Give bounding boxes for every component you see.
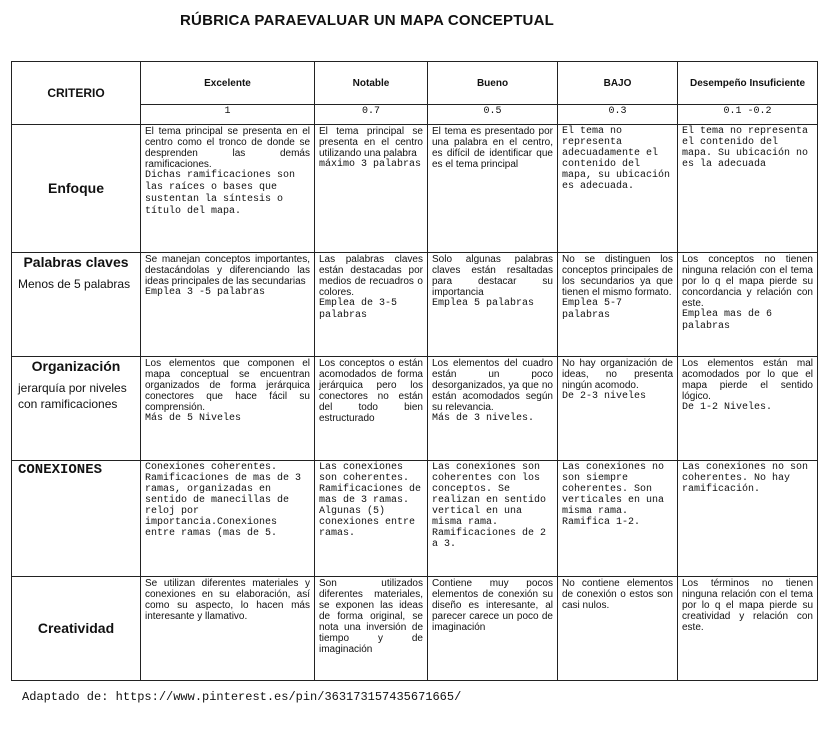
cell-text: No hay organización de ideas, no presenta ningún acomodo. [562,358,673,391]
criterion-name: CONEXIONES [18,462,103,478]
cell-text: Las conexiones son coherentes con los conceptos. Se realizan en sentido vertical en una misma rama. Ramificaciones de 2 a 3. [432,462,547,550]
cell-extra: De 1-2 Niveles. [682,402,773,413]
cell-text: Las conexiones no son siempre coherentes. Son verticales en una misma rama. Ramifica 1-2. [562,462,665,528]
table-row [12,357,818,461]
rubric-cell [428,125,558,253]
cell-text: Conexiones coherentes. Ramificaciones de mas de 3 ramas, organizadas en sentido de manecillas de reloj por importancia.Conexiones entre ramas (mas de 5. [145,462,302,539]
rubric-table [11,61,818,681]
cell-text: Los conceptos no tienen ninguna relación con el tema por lo q el mapa pierde su concordancia y relación con este. [682,254,813,309]
table-row [12,125,818,253]
score-insuficiente: 0.1 -0.2 [678,105,818,125]
cell-text: No se distinguen los conceptos principales de los secundarios ya que tienen el mismo formato. [562,254,673,298]
rubric-cell [558,461,678,577]
cell-text: Los elementos que componen el mapa conceptual se encuentran organizados de forma jerárquica conectores que hace fácil su comprensión. [145,358,310,413]
level-header-insuficiente: Desempeño Insuficiente [678,62,818,105]
criterion-cell [12,357,141,461]
rubric-cell [141,253,315,357]
source-attribution: Adaptado de: https://www.pinterest.es/pin/363173157435671665/ [22,690,462,704]
cell-text: El tema no representa el contenido del mapa. Su ubicación no es la adecuada [682,126,809,170]
criterion-note: jerarquía por niveles con ramificaciones [18,381,127,411]
rubric-cell [558,577,678,681]
rubric-cell [678,357,818,461]
cell-text: Se utilizan diferentes materiales y conexiones en su elaboración, así como su aspecto, lo hacen más interesante y llamativo. [145,578,310,622]
cell-extra: Emplea 5-7 palabras [562,298,623,321]
cell-text: No contiene elementos de conexión o estos son casi nulos. [562,578,673,611]
cell-extra: Emplea 3 -5 palabras [145,287,266,298]
criterion-name: Creatividad [37,620,115,636]
rubric-cell [315,577,428,681]
rubric-cell [315,357,428,461]
cell-text: El tema no representa adecuadamente el contenido del mapa, su ubicación es adecuada. [562,126,671,192]
cell-extra: Emplea 5 palabras [432,298,535,309]
criterion-name: Enfoque [48,180,104,196]
table-row [12,577,818,681]
cell-text: Los conceptos o están acomodados de forma jerárquica pero los conectores no están del todo bien estructurado [319,358,423,424]
cell-text: Contiene muy pocos elementos de conexión su diseño es interesante, al parecer carece un poco de imaginación [432,578,553,633]
cell-text: Los elementos del cuadro están un poco desorganizados, ya que no están acomodados según su relevancia. [432,358,553,413]
rubric-cell [428,461,558,577]
cell-extra: Emplea de 3-5 palabras [319,298,398,321]
cell-extra: máximo 3 palabras [319,159,422,170]
page-title: RÚBRICA PARAEVALUAR UN MAPA CONCEPTUAL [180,12,554,29]
rubric-cell [141,461,315,577]
criterion-cell [12,461,141,577]
rubric-cell [678,577,818,681]
level-header-notable: Notable [315,62,428,105]
rubric-cell [428,357,558,461]
table-row [12,461,818,577]
score-notable: 0.7 [315,105,428,125]
cell-text: Las conexiones son coherentes. Ramificaciones de mas de 3 ramas. Algunas (5) conexiones entre ramas. [319,462,422,539]
rubric-cell [558,357,678,461]
criterion-name: Palabras claves [23,254,129,270]
cell-extra: Más de 5 Niveles [145,413,242,424]
rubric-cell [315,125,428,253]
level-header-bajo: BAJO [558,62,678,105]
score-bajo: 0.3 [558,105,678,125]
rubric-cell [315,461,428,577]
cell-extra: Emplea mas de 6 palabras [682,309,773,332]
criterion-note: Menos de 5 palabras [18,277,131,291]
cell-extra: Dichas ramificaciones son las raíces o bases que sustentan la síntesis o título del mapa. [145,170,296,217]
cell-extra: De 2-3 niveles [562,391,647,402]
cell-text: Se manejan conceptos importantes, destacándolas y diferenciando las ideas principales de las secundarias [145,254,310,287]
table-row [12,253,818,357]
rubric-cell [678,125,818,253]
rubric-cell [428,253,558,357]
cell-text: Son utilizados diferentes materiales, se exponen las ideas de forma original, se nota una inversión de tiempo y de imaginación [319,578,423,655]
cell-extra: Más de 3 niveles. [432,413,535,424]
rubric-cell [141,125,315,253]
level-header-bueno: Bueno [428,62,558,105]
cell-text: El tema principal se presenta en el centro como el tronco de donde se desprenden las demás ramificaciones. [145,126,310,170]
criterio-header: CRITERIO [12,62,141,125]
rubric-cell [141,577,315,681]
cell-text: El tema principal se presenta en el centro utilizando una palabra [319,126,423,159]
level-header-excelente: Excelente [141,62,315,105]
criterion-cell [12,125,141,253]
rubric-cell [558,125,678,253]
cell-text: Los términos no tienen ninguna relación con el tema por lo q el mapa pierde su creatividad y relación con este. [682,578,813,633]
rubric-cell [558,253,678,357]
rubric-cell [315,253,428,357]
score-excelente: 1 [141,105,315,125]
cell-text: Las palabras claves están destacadas por medios de recuadros o colores. [319,254,423,298]
criterion-cell [12,577,141,681]
criterion-name: Organización [31,358,121,374]
cell-text: Solo algunas palabras claves están resaltadas para destacar su importancia [432,254,553,298]
rubric-cell [678,461,818,577]
rubric-cell [678,253,818,357]
rubric-cell [428,577,558,681]
score-bueno: 0.5 [428,105,558,125]
cell-text: Los elementos están mal acomodados por lo que el mapa pierde el sentido lógico. [682,358,813,402]
cell-text: Las conexiones no son coherentes. No hay ramificación. [682,462,809,495]
cell-text: El tema es presentado por una palabra en el centro, es difícil de identificar que es el tema principal [432,126,553,170]
rubric-cell [141,357,315,461]
criterion-cell [12,253,141,357]
